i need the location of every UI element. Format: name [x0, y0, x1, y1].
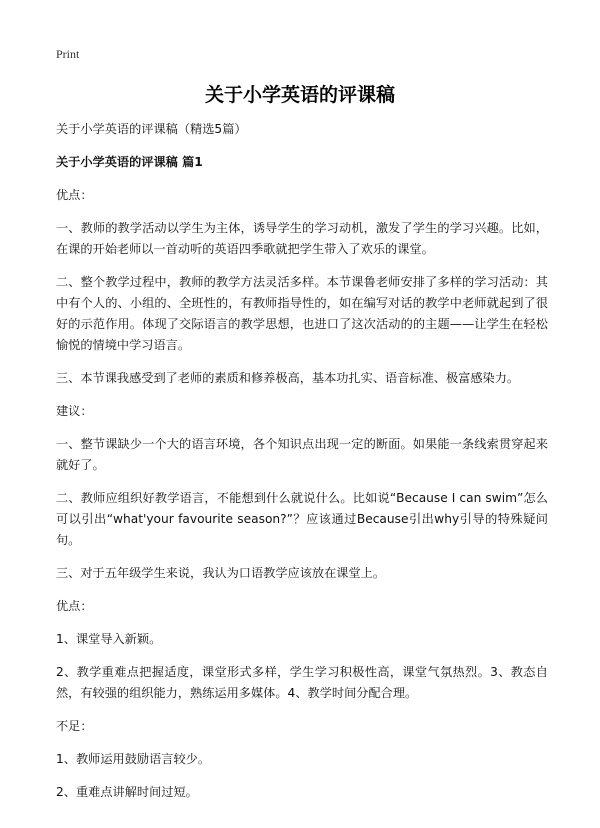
paragraph-advantage-2: 二、整个教学过程中，教师的教学方法灵活多样。本节课鲁老师安排了多样的学习活动：其中有个人的、小组的、全班性的，有教师指导性的，如在编写对话的教学中老师就起到了很好的示范作用。体现了交际语言的教学思想，也进口了这次活动的的主题——让学生在轻松愉悦的情境中学习语言。: [56, 275, 548, 352]
section-heading: 关于小学英语的评课稿 篇1: [56, 155, 203, 169]
paragraph-point-1: 1、课堂导入新颖。: [56, 632, 162, 646]
paragraph-advantage-3: 三、本节课我感受到了老师的素质和修养极高，基本功扎实、语音标准、极富感染力。: [56, 371, 520, 385]
paragraph-shortcomings-label: 不足：: [56, 719, 93, 733]
paragraph-advantages-label-2: 优点：: [56, 599, 93, 613]
paragraph-suggestions-label: 建议：: [56, 404, 93, 418]
paragraph-shortcoming-1: 1、教师运用鼓励语言较少。: [56, 752, 211, 766]
document-body: [56, 119, 548, 815]
print-label: Print: [56, 47, 80, 61]
page-title: 关于小学英语的评课稿: [204, 84, 395, 106]
paragraph-suggestion-3: 三、对于五年级学生来说，我认为口语教学应该放在课堂上。: [56, 566, 386, 580]
paragraph-suggestion-1: 一、整节课缺少一个大的语言环境，各个知识点出现一定的断面。如果能一条线索贯穿起来就好了。: [56, 437, 548, 472]
paragraph-advantages-label: 优点：: [56, 188, 93, 202]
paragraph-advantage-1: 一、教师的教学活动以学生为主体，诱导学生的学习动机，激发了学生的学习兴趣。比如，在课的开始老师以一首动听的英语四季歌就把学生带入了欢乐的课堂。: [56, 221, 548, 256]
paragraph-shortcoming-2: 2、重难点讲解时间过短。: [56, 785, 198, 799]
paragraph-suggestion-2: 二、教师应组织好教学语言，不能想到什么就说什么。比如说“Because I can swim”怎么可以引出“what'your favourite season?”？应该通过Because引出why引导的特殊疑问句。: [56, 491, 548, 547]
paragraph-point-2: 2、教学重难点把握适度，课堂形式多样，学生学习积极性高，课堂气氛热烈。3、教态自然，有较强的组织能力，熟练运用多媒体。4、教学时间分配合理。: [56, 665, 548, 700]
document-subtitle: 关于小学英语的评课稿（精选5篇）: [56, 122, 247, 136]
